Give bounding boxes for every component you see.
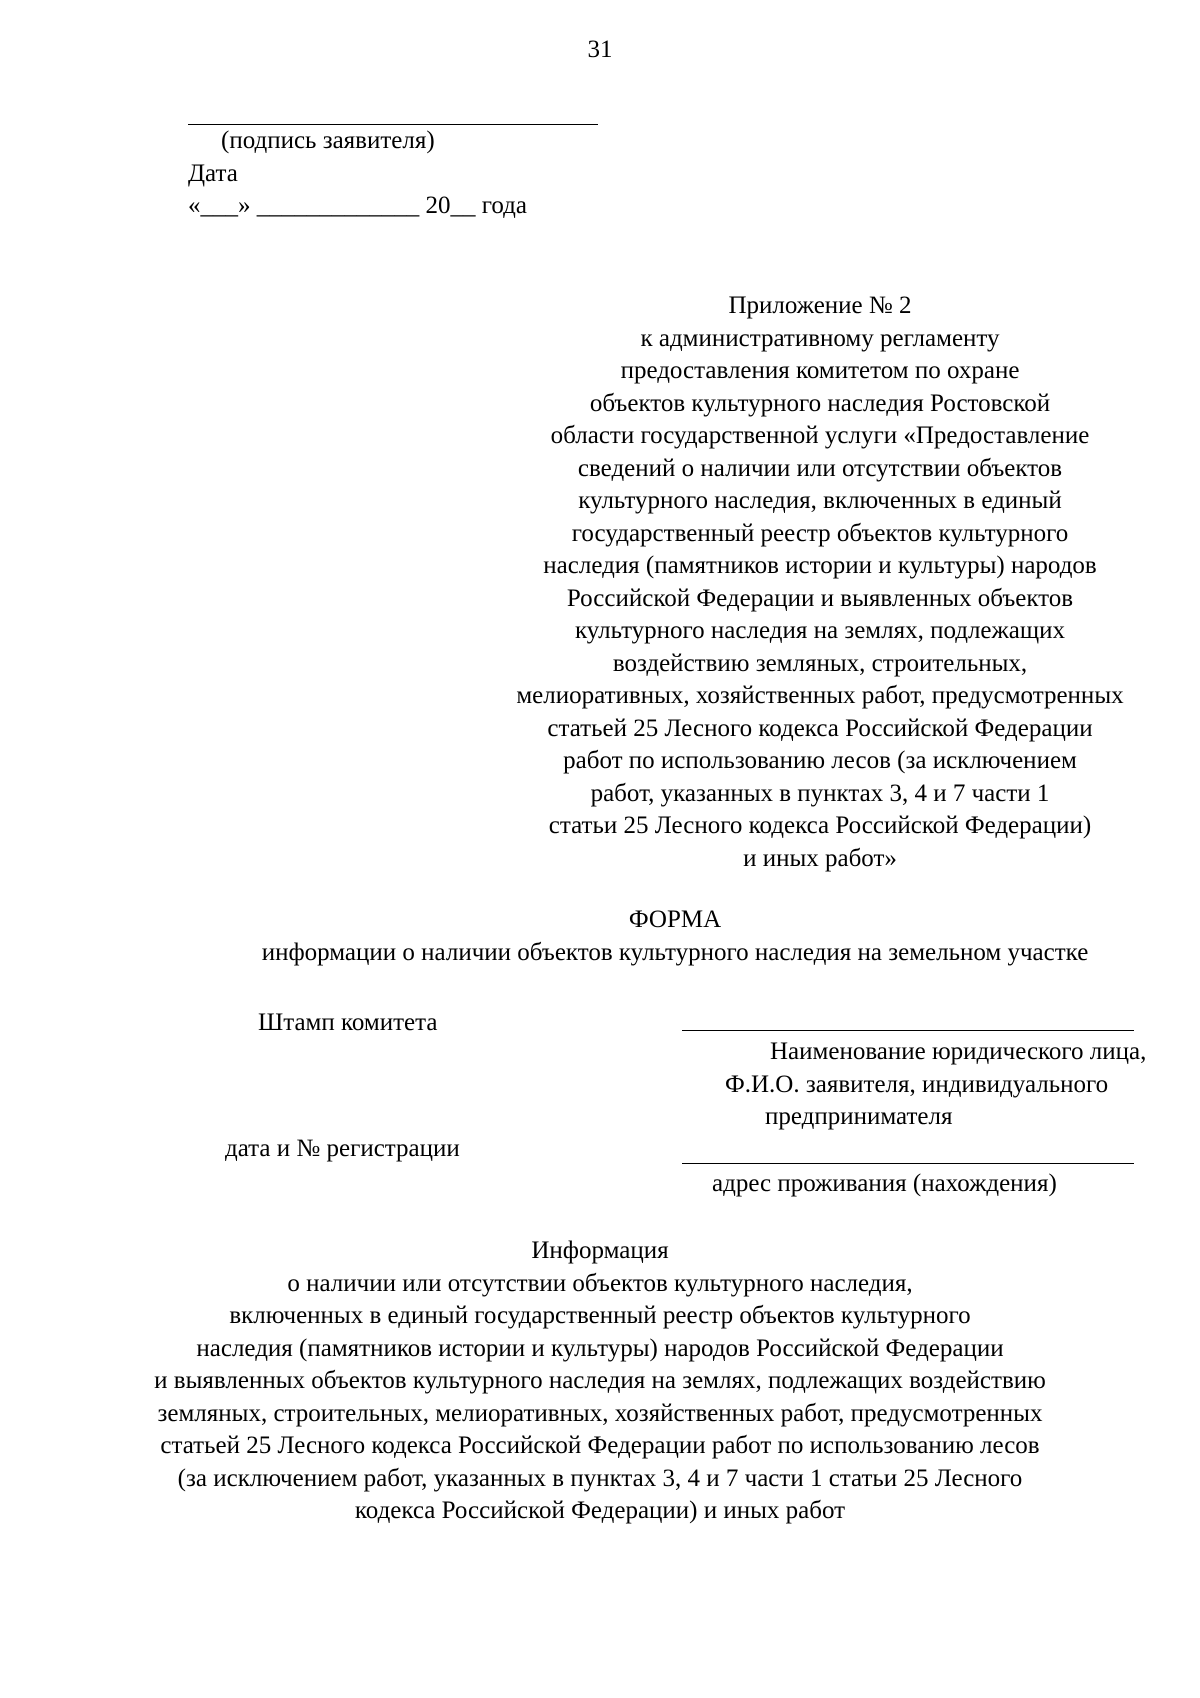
appendix-line: области государственной услуги «Предоставление <box>550 422 1090 449</box>
form-title: ФОРМА <box>628 906 722 933</box>
signature-caption: (подпись заявителя) <box>221 127 435 154</box>
information-line: (за исключением работ, указанных в пунктах 3, 4 и 7 части 1 статьи 25 Лесного <box>177 1464 1023 1492</box>
appendix-header <box>430 290 1200 875</box>
appendix-line: предоставления комитетом по охране <box>620 357 1020 384</box>
applicant-name-line <box>682 1030 1134 1031</box>
applicant-caption-line: предпринимателя <box>765 1103 953 1130</box>
information-line: наследия (памятников истории и культуры) народов Российской Федерации <box>196 1334 1004 1362</box>
appendix-line: воздействию земляных, строительных, <box>612 649 1028 677</box>
date-label: Дата <box>188 159 238 187</box>
information-line: и выявленных объектов культурного наследия на землях, подлежащих воздействию <box>154 1367 1046 1394</box>
appendix-line: статьи 25 Лесного кодекса Российской Федерации) <box>548 812 1092 839</box>
form-subtitle: информации о наличии объектов культурного наследия на земельном участке <box>261 938 1089 966</box>
applicant-caption-line: Ф.И.О. заявителя, индивидуального <box>725 1070 1109 1098</box>
stamp-label: Штамп комитета <box>258 1009 438 1036</box>
appendix-line: объектов культурного наследия Ростовской <box>589 389 1051 417</box>
appendix-line: Российской Федерации и выявленных объектов <box>566 584 1074 612</box>
page-number: 31 <box>587 36 613 63</box>
form-title-block <box>150 904 1200 969</box>
appendix-line: наследия (памятников истории и культуры) народов <box>543 552 1097 579</box>
registration-label: дата и № регистрации <box>225 1135 460 1162</box>
appendix-line: культурного наследия на землях, подлежащих <box>574 617 1066 644</box>
address-line <box>682 1163 1134 1164</box>
appendix-line: культурного наследия, включенных в единый <box>578 487 1062 514</box>
appendix-line: статьей 25 Лесного кодекса Российской Федерации <box>547 714 1093 742</box>
information-title: Информация <box>531 1237 669 1264</box>
information-line: статьей 25 Лесного кодекса Российской Федерации работ по использованию лесов <box>160 1432 1040 1459</box>
appendix-line: к административному регламенту <box>640 324 1000 352</box>
applicant-caption <box>640 1036 1147 1134</box>
appendix-line: и иных работ» <box>743 844 897 872</box>
information-block <box>0 1235 1200 1528</box>
appendix-line: мелиоративных, хозяйственных работ, предусмотренных <box>516 682 1124 709</box>
applicant-caption-line: Наименование юридического лица, <box>770 1038 1147 1065</box>
appendix-line: государственный реестр объектов культурного <box>571 519 1069 547</box>
address-caption: адрес проживания (нахождения) <box>712 1170 1057 1197</box>
appendix-line: сведений о наличии или отсутствии объектов <box>577 454 1063 482</box>
signature-block <box>188 125 527 223</box>
date-line: «___» _____________ 20__ года <box>188 192 527 219</box>
information-line: о наличии или отсутствии объектов культурного наследия, <box>287 1269 913 1297</box>
appendix-line: работ, указанных в пунктах 3, 4 и 7 части 1 <box>590 779 1050 807</box>
appendix-line: работ по использованию лесов (за исключением <box>563 747 1077 774</box>
information-line: включенных в единый государственный реестр объектов культурного <box>229 1302 971 1329</box>
appendix-line: Приложение № 2 <box>728 292 912 319</box>
information-line: кодекса Российской Федерации) и иных работ <box>354 1497 846 1524</box>
information-line: земляных, строительных, мелиоративных, хозяйственных работ, предусмотренных <box>157 1399 1043 1427</box>
